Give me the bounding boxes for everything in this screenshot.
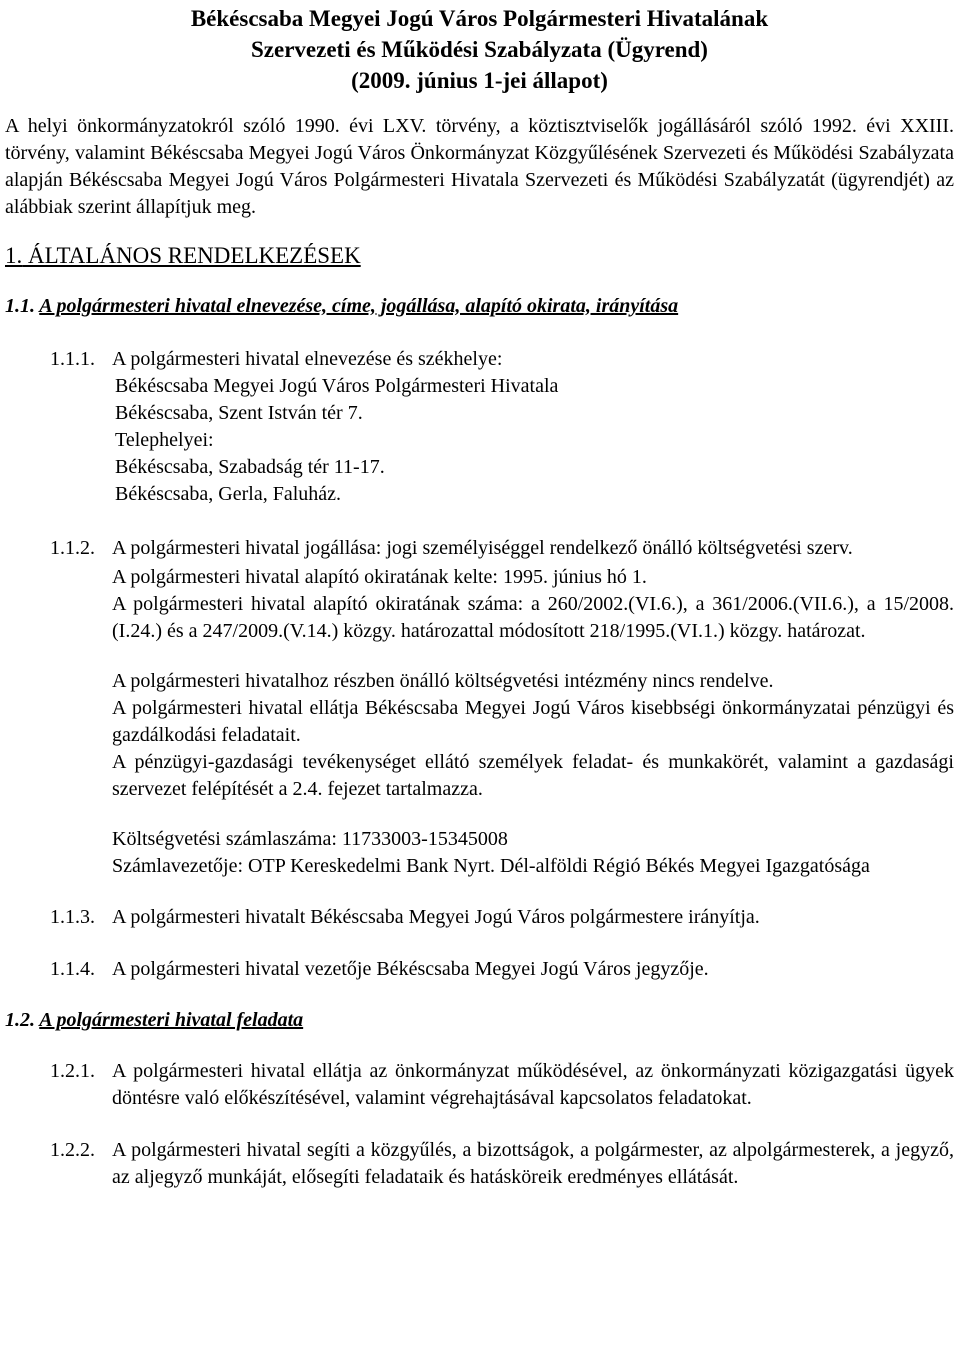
item-1-1-1-body xyxy=(112,346,954,373)
item-1-1-3 xyxy=(5,904,954,931)
section-1-heading xyxy=(5,242,954,269)
subsection-1-2-heading xyxy=(5,1007,954,1034)
item-1-1-4-number: 1.1.4. xyxy=(50,958,95,980)
title-line-2: Szervezeti és Működési Szabályzata (Ügyrend) xyxy=(251,37,708,62)
section-1-title: ÁLTALÁNOS RENDELKEZÉSEK xyxy=(28,243,361,268)
item-1-1-1-heading: A polgármesteri hivatal elnevezése és székhelye: xyxy=(112,348,503,370)
item-1-2-2 xyxy=(5,1137,954,1191)
item-1-1-2-paragraph-7: Számlavezetője: OTP Kereskedelmi Bank Nyrt. Dél-alföldi Régió Békés Megyei Igazgatósága xyxy=(112,855,870,877)
item-1-1-4 xyxy=(5,956,954,983)
item-1-2-1-text: A polgármesteri hivatal ellátja az önkormányzat működésével, az önkormányzati közigazgatási ügyek döntésre való előkészítésével, valamint végrehajtásával kapcsolatos feladatokat. xyxy=(112,1060,954,1109)
title-line-1: Békéscsaba Megyei Jogú Város Polgármesteri Hivatalának xyxy=(190,6,769,31)
item-1-1-2 xyxy=(5,535,954,880)
address-line-2: Békéscsaba, Szent István tér 7. xyxy=(115,402,363,424)
item-1-2-1 xyxy=(5,1058,954,1112)
address-line-5: Békéscsaba, Gerla, Faluház. xyxy=(115,483,342,505)
document-title xyxy=(5,0,954,96)
subsection-1-1-number: 1.1. xyxy=(5,295,35,317)
subsection-1-2-title: A polgármesteri hivatal feladata xyxy=(39,1009,304,1031)
item-1-1-2-paragraph-4: A polgármesteri hivatal ellátja Békéscsaba Megyei Jogú Város kisebbségi önkormányzatai pénzügyi és gazdálkodási feladatait. xyxy=(112,697,954,746)
item-1-1-3-body xyxy=(112,904,954,931)
item-1-1-2-paragraph-6: Költségvetési számlaszáma: 11733003-15345008 xyxy=(112,828,508,850)
item-1-2-2-text: A polgármesteri hivatal segíti a közgyűlés, a bizottságok, a polgármester, az alpolgármesterek, a jegyző, az aljegyző munkáját, elősegíti feladataik és hatásköreik eredményes ellátását. xyxy=(112,1139,954,1188)
item-1-1-1-address-block xyxy=(5,373,954,508)
item-1-1-2-paragraph-5: A pénzügyi-gazdasági tevékenységet ellátó személyek feladat- és munkakörét, valamint a gazdasági szervezet felépítését a 2.4. fejezet tartalmazza. xyxy=(112,751,954,800)
item-1-2-1-number: 1.2.1. xyxy=(50,1060,95,1082)
item-1-1-1-number: 1.1.1. xyxy=(50,348,95,370)
address-line-4: Békéscsaba, Szabadság tér 11-17. xyxy=(115,456,385,478)
item-1-1-1 xyxy=(5,346,954,373)
subsection-1-1-title: A polgármesteri hivatal elnevezése, címe, jogállása, alapító okirata, irányítása xyxy=(39,295,679,317)
address-line-1: Békéscsaba Megyei Jogú Város Polgármesteri Hivatala xyxy=(115,375,559,397)
item-1-1-2-body xyxy=(112,535,954,880)
item-1-1-3-text: A polgármesteri hivatalt Békéscsaba Megyei Jogú Város polgármestere irányítja. xyxy=(112,906,760,928)
subsection-1-2-number: 1.2. xyxy=(5,1009,35,1031)
item-1-1-2-text: A polgármesteri hivatal jogállása: jogi személyiséggel rendelkező önálló költségvetési szerv. xyxy=(112,537,853,559)
item-1-1-2-number: 1.1.2. xyxy=(50,537,95,559)
title-line-3: (2009. június 1-jei állapot) xyxy=(351,68,608,93)
item-1-2-1-body xyxy=(112,1058,954,1112)
item-1-1-2-paragraph-3: A polgármesteri hivatalhoz részben önálló költségvetési intézmény nincs rendelve. xyxy=(112,670,774,692)
item-1-2-2-body xyxy=(112,1137,954,1191)
item-1-2-2-number: 1.2.2. xyxy=(50,1139,95,1161)
item-1-1-4-text: A polgármesteri hivatal vezetője Békéscsaba Megyei Jogú Város jegyzője. xyxy=(112,958,709,980)
item-1-1-4-body xyxy=(112,956,954,983)
subsection-1-1-heading xyxy=(5,293,954,320)
item-1-1-2-paragraph-1: A polgármesteri hivatal alapító okiratának kelte: 1995. június hó 1. xyxy=(112,566,647,588)
section-1-number: 1. xyxy=(5,243,23,268)
item-1-1-2-paragraph-2: A polgármesteri hivatal alapító okiratának száma: a 260/2002.(VI.6.), a 361/2006.(VII.6.), a 15/2008.(I.24.) és a 247/2009.(V.14.) közgy. határozattal módosított 218/1995.(VI.1.) közgy. határozat. xyxy=(112,593,954,642)
item-1-1-3-number: 1.1.3. xyxy=(50,906,95,928)
intro-paragraph: A helyi önkormányzatokról szóló 1990. évi LXV. törvény, a köztisztviselők jogállásáról szóló 1992. évi XXIII. törvény, valamint Békéscsaba Megyei Jogú Város Önkormányzat Közgyűlésének Szervezeti és Működési Szabályzata alapján Békéscsaba Megyei Jogú Város Polgármesteri Hivatala Szervezeti és Működési Szabályzatát (ügyrendjét) az alábbiak szerint állapítjuk meg. xyxy=(5,115,954,218)
address-line-3: Telephelyei: xyxy=(115,429,214,451)
